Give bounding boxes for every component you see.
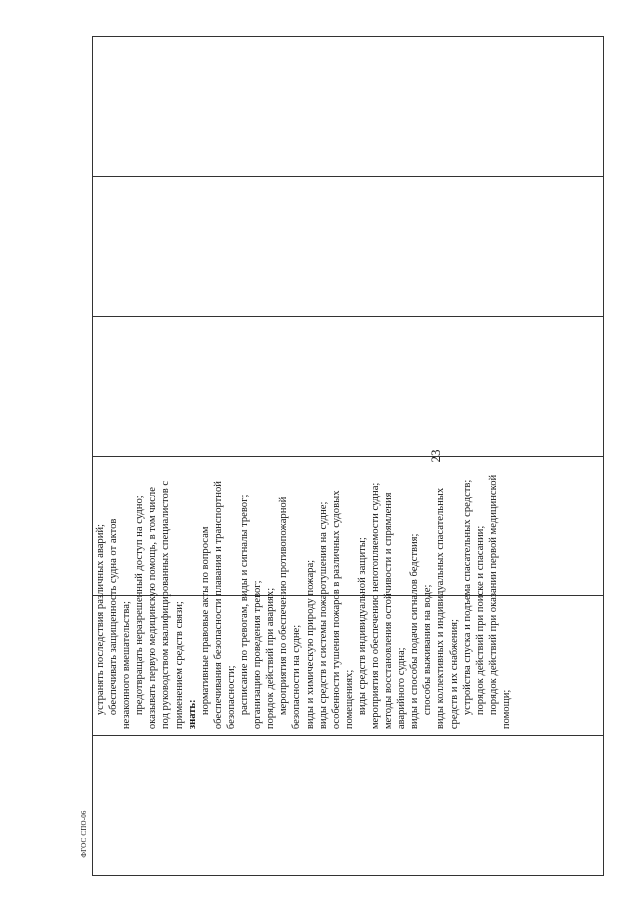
page-number: 23 (428, 449, 443, 463)
content-line: виды и химическую природу пожара; (304, 559, 316, 730)
content-line: порядок действий при оказании первой медицинской (487, 474, 499, 716)
content-line: устройства спуска и подъема спасательных средств; (461, 479, 473, 716)
table-row (93, 37, 604, 876)
content-line: виды средств и системы пожаротушения на судне; (317, 501, 329, 730)
content-line: способы выживания на воде; (422, 584, 434, 716)
content-line: безопасности на судне; (291, 624, 303, 730)
content-line: порядок действий при поиске и спасании; (474, 525, 486, 716)
table-cell-discipline (93, 176, 604, 316)
content-line: виды средств индивидуальной защиты; (356, 537, 368, 716)
table-cell-competence (93, 37, 604, 177)
content-line: предотвращать неразрешенный доступ на судно; (134, 495, 146, 716)
content-line: оказывать первую медицинскую помощь, в том числе (147, 487, 159, 730)
content-line: помещениях; (343, 669, 355, 730)
content-line: незаконного вмешательства; (121, 601, 133, 730)
content-line: расписание по тревогам, виды и сигналы тревог; (239, 494, 251, 716)
content-line: мероприятия по обеспечению непотопляемости судна; (369, 482, 381, 730)
footer-standard-code: ФГОС СПО-06 (80, 810, 88, 858)
content-line: под руководством квалифицированных специалистов с (160, 480, 172, 730)
content-line: средств и их снабжения; (448, 619, 460, 730)
content-line: методы восстановления остойчивости и спрямления (383, 492, 395, 730)
table-cell-content (93, 474, 604, 736)
content-text (93, 474, 513, 735)
content-line: устранять последствия различных аварий; (95, 524, 106, 716)
content-line: виды коллективных и индивидуальных спасательных (435, 487, 447, 730)
content-line: обеспечивания безопасности плавания и транспортной (212, 481, 224, 730)
content-line: аварийного судна; (396, 647, 408, 730)
content-line: обеспечивать защищенность судна от актов (108, 518, 120, 716)
content-line: знать: (186, 699, 198, 730)
content-line: мероприятия по обеспечению противопожарной (278, 496, 290, 716)
content-line: особенности тушения пожаров в различных судовых (330, 490, 342, 730)
content-line: организацию проведения тревог; (252, 580, 264, 730)
content-line: помощи; (500, 689, 512, 730)
rotated-table-page (92, 36, 604, 876)
content-line: порядок действий при авариях; (265, 587, 277, 730)
content-line: применением средств связи; (173, 601, 185, 730)
content-line: виды и способы подачи сигналов бедствия; (409, 533, 421, 730)
content-line: безопасности; (225, 665, 237, 730)
table-cell-code (93, 736, 604, 876)
content-line: нормативные правовые акты по вопросам (199, 526, 211, 716)
table-cell-hours-2 (93, 316, 604, 456)
competency-table (92, 36, 604, 876)
